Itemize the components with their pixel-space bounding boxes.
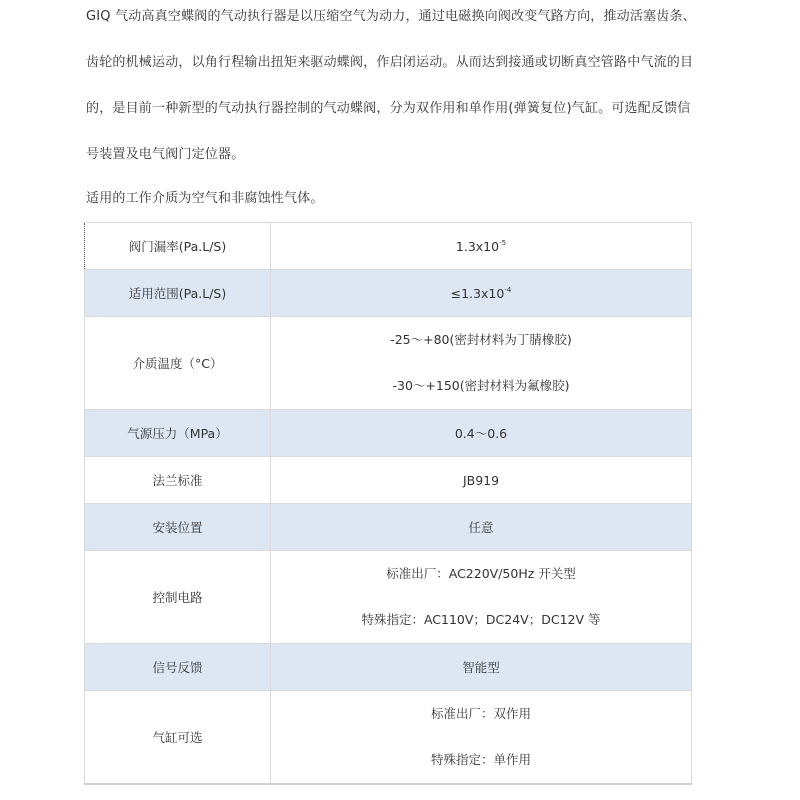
value-exponent: -4	[504, 285, 512, 294]
value-exponent: -5	[499, 238, 507, 247]
row-value: JB919	[271, 457, 692, 504]
value-base: 1.3x10	[455, 238, 500, 254]
table-row	[85, 457, 692, 504]
row-key: 控制电路	[85, 551, 271, 644]
value-line: 标准出厂：AC220V/50Hz 开关型	[386, 566, 576, 581]
medium-note: 适用的工作介质为空气和非腐蚀性气体。	[86, 191, 324, 206]
row-key: 气缸可选	[85, 691, 271, 785]
row-value: 智能型	[271, 644, 692, 691]
spec-table	[84, 222, 692, 785]
row-value	[271, 270, 692, 317]
table-row	[85, 551, 692, 644]
value-line: 特殊指定：AC110V；DC24V；DC12V 等	[361, 612, 601, 627]
table-row	[85, 504, 692, 551]
row-value: 0.4～0.6	[271, 410, 692, 457]
value-base: ≤1.3x10	[450, 285, 505, 301]
row-value: 任意	[271, 504, 692, 551]
row-value	[271, 551, 692, 644]
intro-paragraph: GIQ 气动高真空蝶阀的气动执行器是以压缩空气为动力，通过电磁换向阀改变气路方向，推动活塞齿条、齿轮的机械运动，以角行程输出扭矩来驱动蝶阀，作启闭运动。从而达到接通或切断真空管路中气流的目的，是目前一种新型的气动执行器控制的气动蝶阀，分为双作用和单作用(弹簧复位)气缸。可选配反馈信号装置及电气阀门定位器。	[86, 9, 696, 162]
row-value	[271, 691, 692, 785]
value-line: 标准出厂：双作用	[430, 706, 531, 721]
table-row	[85, 691, 692, 785]
row-key: 法兰标准	[85, 457, 271, 504]
value-line: -30～+150(密封材料为氟橡胶)	[392, 378, 570, 393]
row-value	[271, 317, 692, 410]
row-value	[271, 223, 692, 270]
table-row	[85, 410, 692, 457]
value-line: 特殊指定：单作用	[430, 752, 531, 767]
row-key: 安装位置	[85, 504, 271, 551]
table-row	[85, 223, 692, 270]
table-row	[85, 317, 692, 410]
row-key: 信号反馈	[85, 644, 271, 691]
value-line: -25～+80(密封材料为丁腈橡胶)	[390, 332, 572, 347]
table-row	[85, 270, 692, 317]
table-row	[85, 644, 692, 691]
row-key: 气源压力（MPa）	[85, 410, 271, 457]
row-key: 阀门漏率(Pa.L/S)	[85, 223, 271, 270]
row-key: 适用范围(Pa.L/S)	[85, 270, 271, 317]
row-key: 介质温度（°C）	[85, 317, 271, 410]
